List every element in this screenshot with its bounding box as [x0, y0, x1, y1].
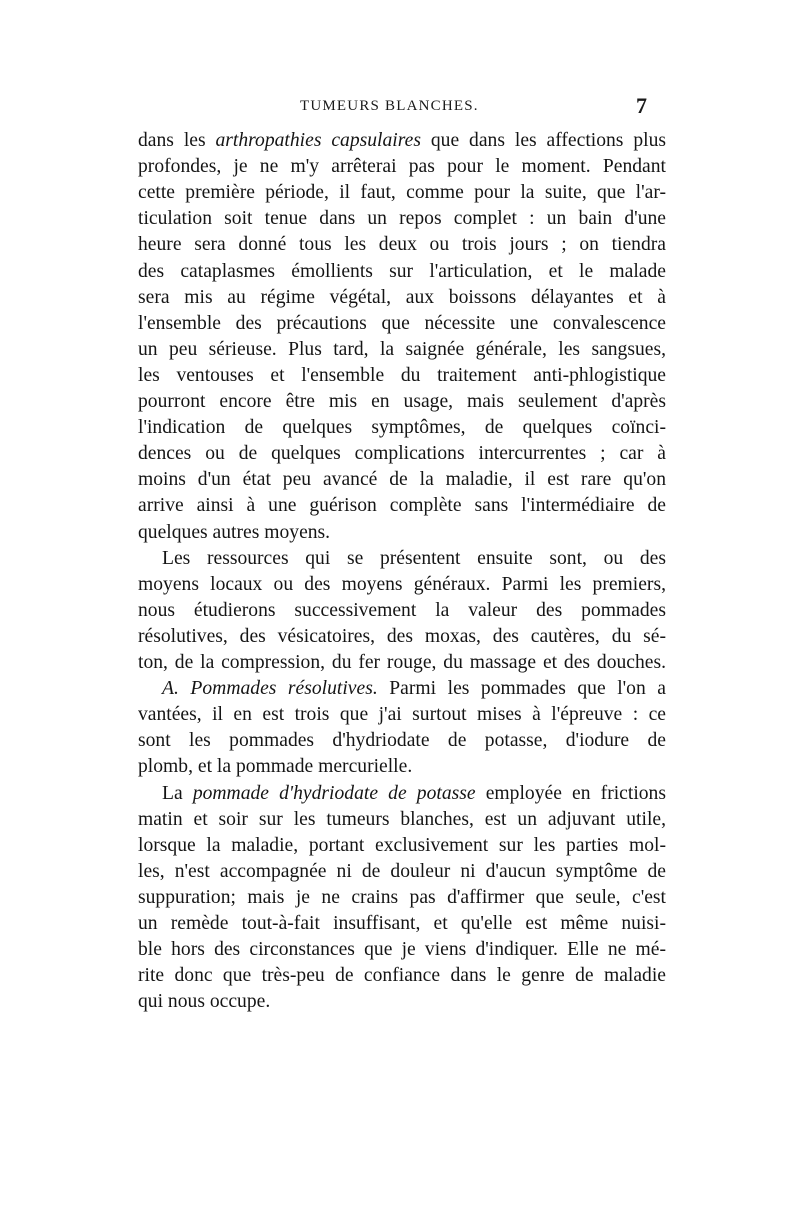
line-text: les ventouses et l'ensemble du traitement anti-phlogistique	[138, 364, 666, 386]
text-line	[138, 337, 666, 363]
text-line	[138, 311, 666, 337]
text-line	[138, 467, 666, 493]
line-text: ticulation soit tenue dans un repos complet : un bain d'une	[138, 208, 666, 230]
text-line	[138, 598, 666, 624]
line-text: qui nous occupe.	[138, 991, 271, 1013]
line-text: nous étudierons successivement la valeur des pommades	[138, 599, 666, 621]
line-text: Les ressources qui se présentent ensuite sont, ou des	[162, 547, 666, 569]
line-text: lorsque la maladie, portant exclusivement sur les parties mol-	[138, 834, 666, 856]
text-line	[138, 885, 666, 911]
line-text: moyens locaux ou des moyens généraux. Parmi les premiers,	[138, 573, 666, 595]
line-text: employée en frictions	[475, 782, 666, 804]
line-text: profondes, je ne m'y arrêterai pas pour le moment. Pendant	[138, 156, 666, 178]
line-text: plomb, et la pommade mercurielle.	[138, 756, 413, 778]
italic-text: pommade d'hydriodate de potasse	[192, 782, 476, 804]
text-line	[138, 702, 666, 728]
text-line	[138, 624, 666, 650]
line-text: quelques autres moyens.	[138, 521, 331, 543]
line-text: suppuration; mais je ne crains pas d'affirmer que seule, c'est	[138, 886, 666, 908]
line-text: pourront encore être mis en usage, mais seulement d'après	[138, 391, 666, 412]
text-line	[138, 206, 666, 232]
line-text: cette première période, il faut, comme pour la suite, que l'ar-	[138, 182, 666, 204]
text-line	[138, 963, 666, 989]
text-line	[138, 180, 666, 206]
line-text: heure sera donné tous les deux ou trois jours ; on tiendra	[138, 234, 666, 256]
line-text: arrive ainsi à une guérison complète sans l'intermédiaire de	[138, 495, 666, 517]
line-text: sera mis au régime végétal, aux boissons délayantes et à	[138, 286, 666, 308]
text-line	[138, 937, 666, 963]
text-line	[138, 833, 666, 859]
running-title: TUMEURS BLANCHES.	[300, 98, 479, 114]
line-text: des cataplasmes émollients sur l'articulation, et le malade	[138, 260, 666, 282]
text-line	[162, 546, 666, 572]
line-text: moins d'un état peu avancé de la maladie, il est rare qu'on	[138, 469, 666, 491]
line-text: dences ou de quelques complications intercurrentes ; car à	[138, 443, 666, 465]
page-number: 7	[636, 93, 647, 118]
italic-text: arthropathies capsulaires	[215, 130, 421, 151]
line-text: l'ensemble des précautions que nécessite une convalescence	[138, 312, 666, 334]
line-text: l'indication de quelques symptômes, de quelques coïnci-	[138, 417, 666, 439]
text-line	[138, 989, 666, 1015]
text-line	[138, 911, 666, 937]
line-text: un remède tout-à-fait insuffisant, et qu'elle est même nuisi-	[138, 913, 666, 934]
line-text: un peu sérieuse. Plus tard, la saignée générale, les sangsues,	[138, 338, 666, 360]
italic-text: A. Pommades résolutives.	[162, 678, 378, 700]
text-line	[138, 493, 666, 519]
text-line	[138, 441, 666, 467]
text-line	[138, 754, 666, 780]
text-line	[162, 781, 666, 807]
line-text: que dans les affections plus	[420, 130, 666, 151]
text-line	[138, 232, 666, 258]
text-line	[138, 363, 666, 389]
line-text: les, n'est accompagnée ni de douleur ni d'aucun symptôme de	[138, 860, 666, 882]
text-line	[138, 415, 666, 441]
text-line	[138, 285, 666, 311]
line-text: Parmi les pommades que l'on a	[377, 678, 667, 700]
line-text: ton, de la compression, du fer rouge, du massage et des douches.	[138, 652, 666, 673]
line-text: matin et soir sur les tumeurs blanches, est un adjuvant utile,	[138, 808, 666, 830]
line-text: vantées, il en est trois que j'ai surtout mises à l'épreuve : ce	[138, 704, 666, 726]
line-text: résolutives, des vésicatoires, des moxas, des cautères, du sé-	[138, 625, 666, 647]
text-line	[138, 154, 666, 180]
text-line	[138, 520, 666, 546]
text-line	[138, 128, 666, 154]
text-line	[138, 807, 666, 833]
line-text: dans les	[138, 130, 216, 151]
text-line	[138, 650, 666, 676]
text-line	[138, 859, 666, 885]
text-line	[138, 728, 666, 754]
text-line	[138, 572, 666, 598]
line-text: ble hors des circonstances que je viens d'indiquer. Elle ne mé-	[138, 939, 666, 961]
line-text: La	[162, 782, 193, 804]
text-line	[138, 259, 666, 285]
text-line	[138, 389, 666, 415]
line-text: rite donc que très-peu de confiance dans le genre de maladie	[138, 965, 666, 987]
line-text: sont les pommades d'hydriodate de potasse, d'iodure de	[138, 730, 666, 752]
text-line	[162, 676, 666, 702]
